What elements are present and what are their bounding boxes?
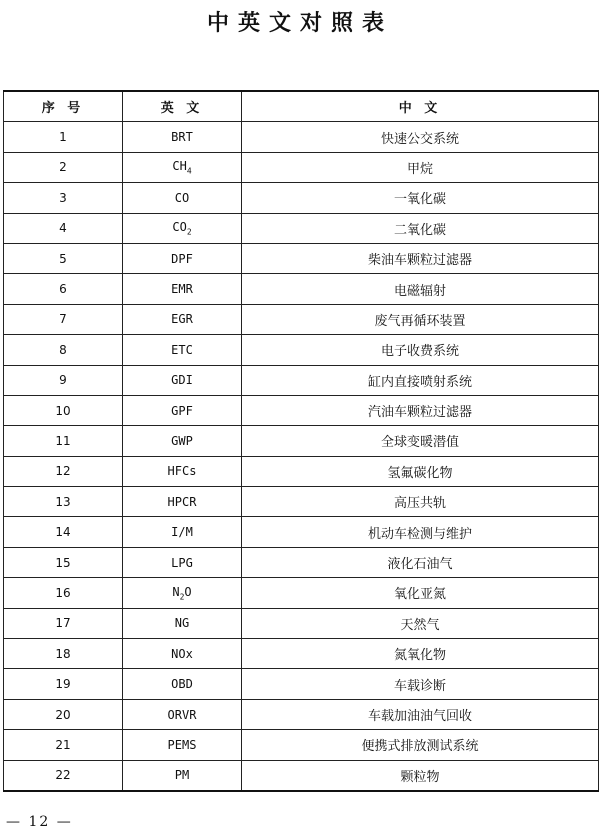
cell-cn: 氢氟碳化物 — [242, 456, 599, 486]
table-row — [4, 456, 599, 486]
header-cn: 中 文 — [242, 91, 599, 122]
cell-seq: 10 — [4, 395, 123, 425]
cell-seq: 8 — [4, 335, 123, 365]
table-row — [4, 213, 599, 243]
table-row — [4, 152, 599, 182]
table-row — [4, 517, 599, 547]
cell-seq: 20 — [4, 699, 123, 729]
cell-cn: 氧化亚氮 — [242, 578, 599, 608]
cell-cn: 全球变暖潜值 — [242, 426, 599, 456]
table-row — [4, 274, 599, 304]
cell-seq: 5 — [4, 243, 123, 273]
cell-en: NG — [123, 608, 242, 638]
cell-seq: 6 — [4, 274, 123, 304]
header-en: 英 文 — [123, 91, 242, 122]
cell-seq: 18 — [4, 639, 123, 669]
cell-en: PM — [123, 760, 242, 791]
cell-cn: 二氧化碳 — [242, 213, 599, 243]
cell-en: EMR — [123, 274, 242, 304]
cell-en: GDI — [123, 365, 242, 395]
cell-cn: 废气再循环装置 — [242, 304, 599, 334]
cell-en: GWP — [123, 426, 242, 456]
cell-cn: 电磁辐射 — [242, 274, 599, 304]
cell-cn: 氮氧化物 — [242, 639, 599, 669]
cell-en — [123, 213, 242, 243]
cell-seq: 14 — [4, 517, 123, 547]
cell-cn: 甲烷 — [242, 152, 599, 182]
en-text: N — [172, 584, 180, 599]
cell-cn: 机动车检测与维护 — [242, 517, 599, 547]
en-text: CO — [172, 220, 187, 235]
cell-en — [123, 152, 242, 182]
cell-en: LPG — [123, 547, 242, 577]
cell-en: ETC — [123, 335, 242, 365]
en-subscript: 2 — [179, 592, 185, 602]
cell-cn: 车载加油油气回收 — [242, 699, 599, 729]
cell-en: HPCR — [123, 487, 242, 517]
header-seq: 序 号 — [4, 91, 123, 122]
cell-en: ORVR — [123, 699, 242, 729]
table-row — [4, 183, 599, 213]
table-row — [4, 639, 599, 669]
table-row — [4, 669, 599, 699]
cell-seq: 3 — [4, 183, 123, 213]
cell-seq: 2 — [4, 152, 123, 182]
cell-en: I/M — [123, 517, 242, 547]
cell-seq: 15 — [4, 547, 123, 577]
cell-cn: 便携式排放测试系统 — [242, 730, 599, 760]
cell-seq: 12 — [4, 456, 123, 486]
cell-en: GPF — [123, 395, 242, 425]
table-row — [4, 122, 599, 152]
cell-seq: 7 — [4, 304, 123, 334]
table-row — [4, 487, 599, 517]
cell-seq: 19 — [4, 669, 123, 699]
table-row — [4, 365, 599, 395]
en-text: CH — [172, 159, 187, 174]
cell-cn: 柴油车颗粒过滤器 — [242, 243, 599, 273]
cell-seq: 17 — [4, 608, 123, 638]
cell-cn: 汽油车颗粒过滤器 — [242, 395, 599, 425]
table-row — [4, 335, 599, 365]
cell-cn: 液化石油气 — [242, 547, 599, 577]
table-row — [4, 760, 599, 791]
en-tail: O — [184, 584, 192, 599]
table-row — [4, 547, 599, 577]
cell-en: PEMS — [123, 730, 242, 760]
page-number: — 12 — — [6, 814, 73, 830]
cell-en: CO — [123, 183, 242, 213]
table-row — [4, 699, 599, 729]
cell-cn: 天然气 — [242, 608, 599, 638]
cell-cn: 高压共轨 — [242, 487, 599, 517]
cell-en — [123, 578, 242, 608]
en-subscript: 2 — [186, 227, 192, 237]
cell-cn: 电子收费系统 — [242, 335, 599, 365]
cell-seq: 16 — [4, 578, 123, 608]
glossary-table — [3, 90, 599, 792]
cell-seq: 21 — [4, 730, 123, 760]
table-row — [4, 578, 599, 608]
table-body — [4, 122, 599, 791]
table-row — [4, 426, 599, 456]
cell-cn: 颗粒物 — [242, 760, 599, 791]
en-subscript: 4 — [186, 166, 192, 176]
table-header-row — [4, 91, 599, 122]
cell-en: BRT — [123, 122, 242, 152]
cell-seq: 22 — [4, 760, 123, 791]
table-row — [4, 304, 599, 334]
cell-seq: 4 — [4, 213, 123, 243]
table-row — [4, 243, 599, 273]
cell-seq: 9 — [4, 365, 123, 395]
cell-cn: 缸内直接喷射系统 — [242, 365, 599, 395]
page-title: 中英文对照表 — [206, 11, 393, 36]
cell-cn: 快速公交系统 — [242, 122, 599, 152]
table-row — [4, 395, 599, 425]
cell-en: EGR — [123, 304, 242, 334]
cell-seq: 11 — [4, 426, 123, 456]
cell-cn: 车载诊断 — [242, 669, 599, 699]
table-row — [4, 608, 599, 638]
cell-en: DPF — [123, 243, 242, 273]
cell-en: NOx — [123, 639, 242, 669]
table-row — [4, 730, 599, 760]
cell-cn: 一氧化碳 — [242, 183, 599, 213]
cell-en: HFCs — [123, 456, 242, 486]
cell-seq: 13 — [4, 487, 123, 517]
cell-seq: 1 — [4, 122, 123, 152]
cell-en: OBD — [123, 669, 242, 699]
